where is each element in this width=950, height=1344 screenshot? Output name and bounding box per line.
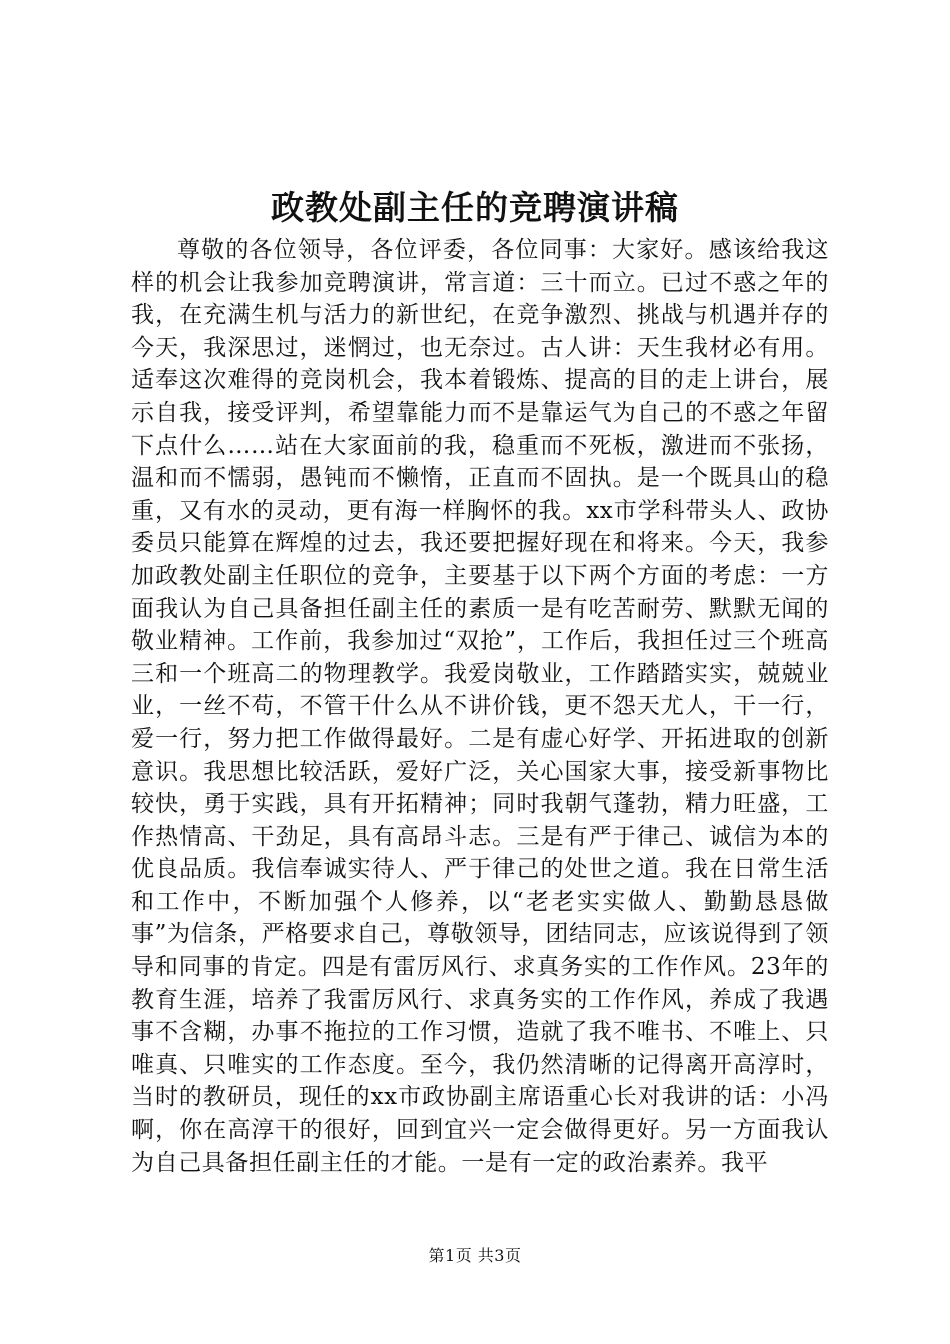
document-body-paragraph: 尊敬的各位领导，各位评委，各位同事：大家好。感该给我这样的机会让我参加竞聘演讲，常言道：三十而立。已过不惑之年的我，在充满生机与活力的新世纪，在竞争激烈、挑战与机遇并存的今天，我深思过，迷惘过，也无奈过。古人讲：天生我材必有用。适奉这次难得的竞岗机会，我本着锻炼、提高的目的走上讲台，展示自我，接受评判，希望靠能力而不是靠运气为自己的不惑之年留下点什么……站在大家面前的我，稳重而不死板，激进而不张扬，温和而不懦弱，愚钝而不懒惰，正直而不固执。是一个既具山的稳重，又有水的灵动，更有海一样胸怀的我。xx市学科带头人、政协委员只能算在辉煌的过去，我还要把握好现在和将来。今天，我参加政教处副主任职位的竞争，主要基于以下两个方面的考虑：一方面我认为自己具备担任副主任的素质一是有吃苦耐劳、默默无闻的敬业精神。工作前，我参加过“双抢”，工作后，我担任过三个班高三和一个班高二的物理教学。我爱岗敬业，工作踏踏实实，兢兢业业，一丝不苟，不管干什么从不讲价钱，更不怨天尤人，干一行，爱一行，努力把工作做得最好。二是有虚心好学、开拓进取的创新意识。我思想比较活跃，爱好广泛，关心国家大事，接受新事物比较快，勇于实践，具有开拓精神；同时我朝气蓬勃，精力旺盛，工作热情高、干劲足，具有高昂斗志。三是有严于律己、诚信为本的优良品质。我信奉诚实待人、严于律己的处世之道。我在日常生活和工作中，不断加强个人修养，以“老老实实做人、勤勤恳恳做事”为信条，严格要求自己，尊敬领导，团结同志，应该说得到了领导和同事的肯定。四是有雷厉风行、求真务实的工作作风。23年的教育生涯，培养了我雷厉风行、求真务实的工作作风，养成了我遇事不含糊，办事不拖拉的工作习惯，造就了我不唯书、不唯上、只唯真、只唯实的工作态度。至今，我仍然清晰的记得离开高淳时，当时的教研员，现任的xx市政协副主席语重心长对我讲的话：小冯啊，你在高淳干的很好，回到宜兴一定会做得更好。另一方面我认为自己具备担任副主任的才能。一是有一定的政治素养。我平 xyxy=(131,237,829,1176)
page-number-footer: 第1页 共3页 xyxy=(428,1246,522,1265)
document-title: 政教处副主任的竞聘演讲稿 xyxy=(271,188,679,227)
